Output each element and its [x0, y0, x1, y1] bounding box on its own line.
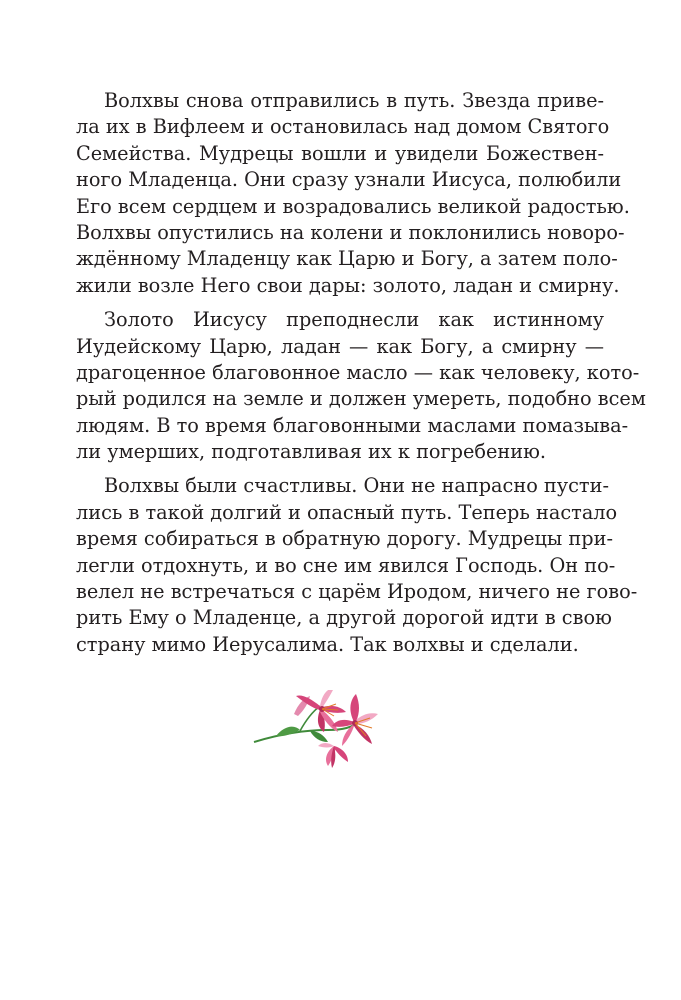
text-line: Иудейскому Царю, ладан — как Богу, а смирну —: [76, 334, 604, 358]
text-line: Его всем сердцем и возрадовались великой радостью.: [76, 194, 630, 218]
text-line: жили возле Него свои дары: золото, ладан и смирну.: [76, 273, 620, 297]
text-line: страну мимо Иерусалима. Так волхвы и сделали.: [76, 632, 579, 656]
text-line: ждённому Младенцу как Царю и Богу, а затем поло-: [76, 247, 618, 271]
text-line: ли умерших, подготавливая их к погребению.: [76, 440, 547, 464]
text-line: ного Младенца. Они сразу узнали Иисуса, полюбили: [76, 168, 622, 192]
text-line: Волхвы опустились на колени и поклонились новоро-: [76, 220, 625, 244]
text-line: Волхвы были счастливы. Они не напрасно пусти-: [104, 474, 609, 498]
text-line: Семейства. Мудрецы вошли и увидели Божествен-: [76, 141, 604, 165]
text-line: Волхвы снова отправились в путь. Звезда приве-: [104, 89, 604, 112]
text-line: велел не встречаться с царём Иродом, ничего не гово-: [76, 580, 638, 604]
text-line: Золото Иисусу преподнесли как истинному: [104, 308, 604, 332]
text-line: рить Ему о Младенце, а другой дорогой идти в свою: [76, 606, 612, 630]
text-line: время собираться в обратную дорогу. Мудрецы при-: [76, 527, 613, 551]
story-text: [76, 88, 646, 658]
text-line: легли отдохнуть, и во сне им явился Господь. Он по-: [76, 553, 616, 577]
text-line: рый родился на земле и должен умереть, подобно всем: [76, 387, 646, 411]
lily-flower-illustration-icon: [250, 690, 390, 774]
text-line: людям. В то время благовонными маслами помазыва-: [76, 413, 629, 437]
text-line: ла их в Вифлеем и остановилась над домом Святого: [76, 115, 610, 139]
text-line: драгоценное благовонное масло — как человеку, кото-: [76, 360, 640, 384]
text-line: лись в такой долгий и опасный путь. Теперь настало: [76, 500, 618, 524]
